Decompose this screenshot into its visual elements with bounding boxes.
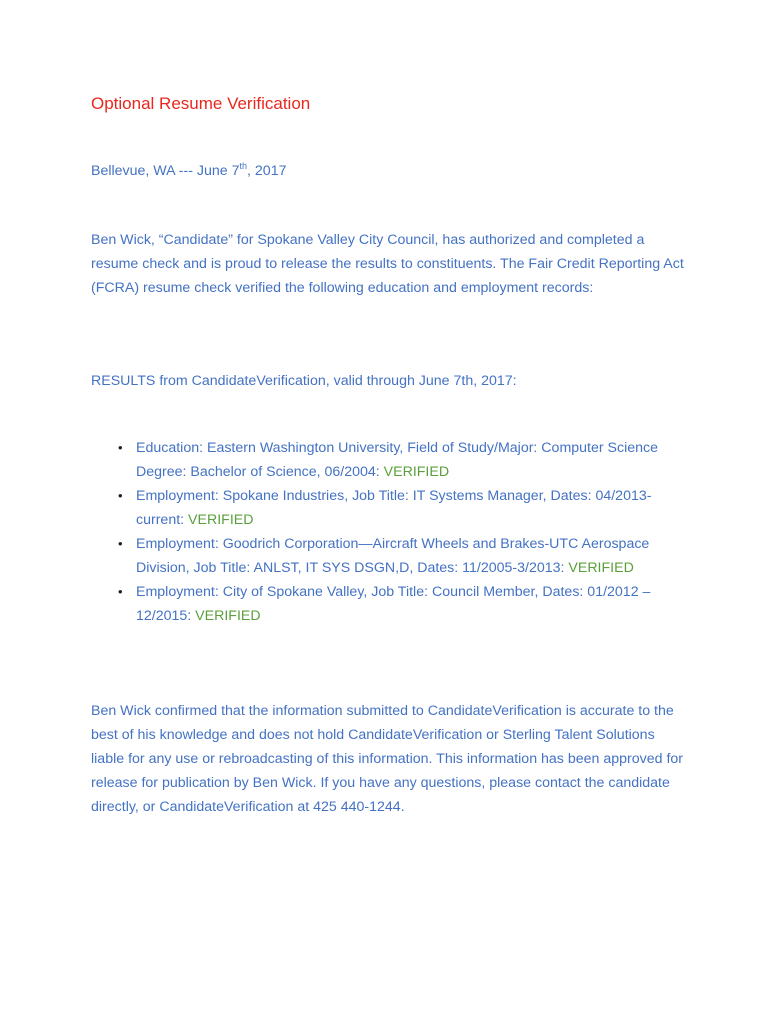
list-item	[91, 532, 691, 580]
verified-status: VERIFIED	[195, 608, 261, 624]
intro-paragraph: Ben Wick, “Candidate” for Spokane Valley City Council, has authorized and completed a resume check and is proud to release the results to constituents. The Fair Credit Reporting Act (FCRA) resume check verified the following education and employment records:	[91, 232, 684, 296]
verified-status: VERIFIED	[383, 464, 450, 480]
verified-status: VERIFIED	[568, 560, 634, 576]
result-text: Education: Eastern Washington University, Field of Study/Major: Computer Science Degree: Bachelor of Science, 06/2004:	[136, 440, 659, 480]
verified-status: VERIFIED	[188, 512, 254, 528]
closing-paragraph: Ben Wick confirmed that the information submitted to CandidateVerification is accurate to the best of his knowledge and does not hold CandidateVerification or Sterling Talent Solutions liable for any use or rebroadcasting of this information. This information has been approved for release for publication by Ben Wick. If you have any questions, please contact the candidate directly, or CandidateVerification at 425 440-1244.	[91, 703, 684, 815]
list-item	[91, 484, 691, 532]
bullet-dot-icon: •	[118, 584, 123, 599]
result-text: Employment: Spokane Industries, Job Title: IT Systems Manager, Dates: 04/2013-current:	[136, 488, 652, 528]
dateline-superscript: th	[239, 161, 248, 171]
results-list	[91, 436, 691, 628]
bullet-dot-icon: •	[118, 440, 123, 455]
dateline-suffix: , 2017	[247, 163, 287, 179]
dateline	[91, 159, 286, 183]
list-item	[91, 580, 691, 628]
bullet-dot-icon: •	[118, 536, 123, 551]
document-title: Optional Resume Verification	[91, 94, 311, 113]
result-text: Employment: City of Spokane Valley, Job Title: Council Member, Dates: 01/2012 – 12/2015:	[136, 584, 651, 624]
results-heading: RESULTS from CandidateVerification, valid through June 7th, 2017:	[91, 373, 517, 389]
list-item	[91, 436, 691, 484]
bullet-dot-icon: •	[118, 488, 123, 503]
result-text: Employment: Goodrich Corporation—Aircraft Wheels and Brakes-UTC Aerospace Division, Job Title: ANLST, IT SYS DSGN,D, Dates: 11/2005-3/2013:	[136, 536, 650, 576]
dateline-prefix: Bellevue, WA --- June 7	[91, 163, 240, 179]
